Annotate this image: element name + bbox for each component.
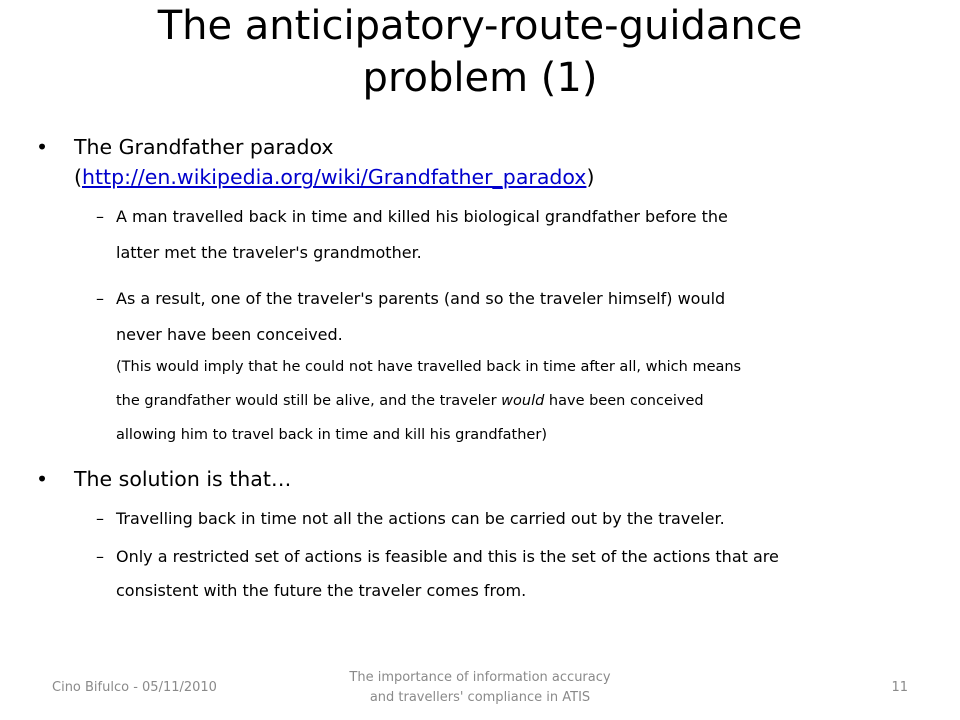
page-number: 11 bbox=[891, 680, 908, 695]
bullet-grandfather-paradox bbox=[36, 132, 916, 192]
title-line-2: problem (1) bbox=[362, 55, 598, 101]
sub-bullet-line-1: A man travelled back in time and killed his biological grandfather before the bbox=[116, 207, 728, 226]
note-line-1: (This would imply that he could not have travelled back in time after all, which means bbox=[116, 359, 742, 375]
title-line-1: The anticipatory-route-guidance bbox=[157, 3, 803, 49]
close-paren: ) bbox=[586, 165, 595, 189]
footer-title-line-1: The importance of information accuracy bbox=[349, 670, 611, 685]
dash-icon: – bbox=[96, 509, 104, 528]
note-text: have been conceived bbox=[544, 393, 704, 409]
sub-bullet-line-1: Only a restricted set of actions is feasible and this is the set of the actions that are bbox=[116, 547, 779, 566]
bullet-link-line bbox=[74, 162, 916, 192]
footer-title-line-2: and travellers' compliance in ATIS bbox=[369, 690, 591, 705]
note-line-2 bbox=[116, 386, 916, 416]
sub-bullet-killed-grandfather bbox=[36, 202, 916, 268]
sub-bullet-line-2: never have been conceived. bbox=[116, 325, 343, 344]
bullet-label: The Grandfather paradox bbox=[74, 135, 334, 159]
note-text: the grandfather would still be alive, and the traveler bbox=[116, 393, 502, 409]
sub-bullet-restricted-set bbox=[36, 542, 916, 606]
dash-icon: – bbox=[96, 207, 104, 226]
open-paren: ( bbox=[74, 165, 82, 189]
note-emphasis: would bbox=[501, 393, 545, 409]
slide-title bbox=[60, 0, 900, 104]
bullet-solution bbox=[36, 464, 916, 494]
wikipedia-link[interactable]: http://en.wikipedia.org/wiki/Grandfather_paradox bbox=[82, 165, 587, 189]
dash-icon: – bbox=[96, 547, 104, 566]
sub-bullet-line-1: As a result, one of the traveler's parents (and so the traveler himself) would bbox=[116, 289, 726, 308]
bullet-label: The solution is that… bbox=[74, 467, 292, 491]
bullet-icon: • bbox=[36, 467, 49, 491]
dash-icon: – bbox=[96, 289, 104, 308]
note-line-3: allowing him to travel back in time and kill his grandfather) bbox=[116, 427, 547, 443]
parenthetical-note bbox=[36, 352, 916, 450]
sub-bullet-line-1: Travelling back in time not all the actions can be carried out by the traveler. bbox=[116, 509, 725, 528]
footer-presentation-title bbox=[300, 668, 660, 708]
sub-bullet-line-2: latter met the traveler's grandmother. bbox=[116, 243, 422, 262]
sub-bullet-never-conceived bbox=[36, 284, 916, 350]
sub-bullet-line-2: consistent with the future the traveler comes from. bbox=[116, 581, 527, 600]
slide-body bbox=[36, 120, 916, 606]
footer-author-date: Cino Bifulco - 05/11/2010 bbox=[52, 680, 217, 695]
bullet-icon: • bbox=[36, 135, 49, 159]
sub-bullet-not-all-actions bbox=[36, 504, 916, 534]
